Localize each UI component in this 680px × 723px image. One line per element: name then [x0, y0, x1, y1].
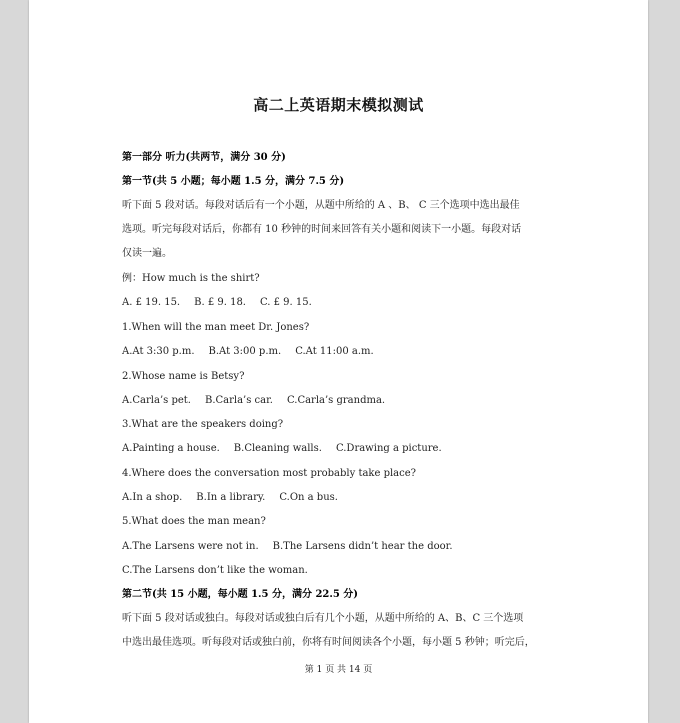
question-5-options: [122, 541, 467, 553]
section1-instruction-line: 听下面 5 段对话。每段对话后有一个小题，从题中所给的 A 、B、 C 三个选项中选出最佳: [122, 200, 520, 211]
question-1-options: [122, 346, 388, 358]
document-page: [29, 0, 648, 723]
section1-heading: 第一节(共 5 小题；每小题 1.5 分，满分 7.5 分): [122, 176, 345, 187]
question-1: 1.When will the man meet Dr. Jones?: [122, 322, 310, 333]
document-title: 高二上英语期末模拟测试: [253, 96, 424, 114]
option-c: C.At 11:00 a.m.: [295, 346, 374, 357]
option-a: A.In a shop.: [122, 492, 183, 503]
option-a: A.At 3:30 p.m.: [122, 346, 195, 357]
question-3: 3.What are the speakers doing?: [122, 419, 284, 430]
section2-instruction-line: 中选出最佳选项。听每段对话或独白前，你将有时间阅读各个小题，每小题 5 秒钟；听完后，: [122, 637, 535, 648]
option-a: A.Painting a house.: [122, 443, 220, 454]
question-4-options: [122, 492, 352, 504]
option-a: A.Carla’s pet.: [122, 395, 191, 406]
option-b: B.Cleaning walls.: [233, 443, 322, 454]
option-c: C.The Larsens don’t like the woman.: [122, 565, 308, 576]
part1-heading: 第一部分 听力(共两节，满分 30 分): [122, 152, 286, 163]
option-b: B.At 3:00 p.m.: [208, 346, 282, 357]
option-c: C.Drawing a picture.: [335, 443, 442, 454]
example-option-b: B. £ 9. 18.: [194, 297, 246, 308]
option-a: A.The Larsens were not in.: [122, 541, 259, 552]
example-option-c: C. £ 9. 15.: [259, 297, 312, 308]
question-2-options: [122, 395, 399, 407]
section1-instruction-line: 选项。听完每段对话后，你都有 10 秒钟的时间来回答有关小题和阅读下一小题。每段对话: [122, 224, 522, 235]
option-b: B.Carla’s car.: [204, 395, 273, 406]
example-options: [122, 297, 326, 309]
question-5-option-c-line: [122, 565, 308, 577]
question-3-options: [122, 443, 456, 455]
example-option-a: A. £ 19. 15.: [122, 297, 181, 308]
option-c: C.On a bus.: [279, 492, 338, 503]
section2-heading: 第二节(共 15 小题，每小题 1.5 分，满分 22.5 分): [122, 589, 359, 600]
question-5: 5.What does the man mean?: [122, 516, 266, 527]
option-b: B.In a library.: [196, 492, 266, 503]
option-b: B.The Larsens didn’t hear the door.: [272, 541, 453, 552]
section2-instruction-line: 听下面 5 段对话或独白。每段对话或独白后有几个小题，从题中所给的 A、B、C 三个选项: [122, 613, 524, 624]
option-c: C.Carla’s grandma.: [286, 395, 386, 406]
page-footer: 第 1 页 共 14 页: [304, 665, 373, 675]
example-question: 例：How much is the shirt?: [122, 273, 260, 284]
question-2: 2.Whose name is Betsy?: [122, 371, 245, 382]
section1-instruction-line: 仅读一遍。: [122, 248, 172, 259]
question-4: 4.Where does the conversation most probably take place?: [122, 468, 417, 479]
